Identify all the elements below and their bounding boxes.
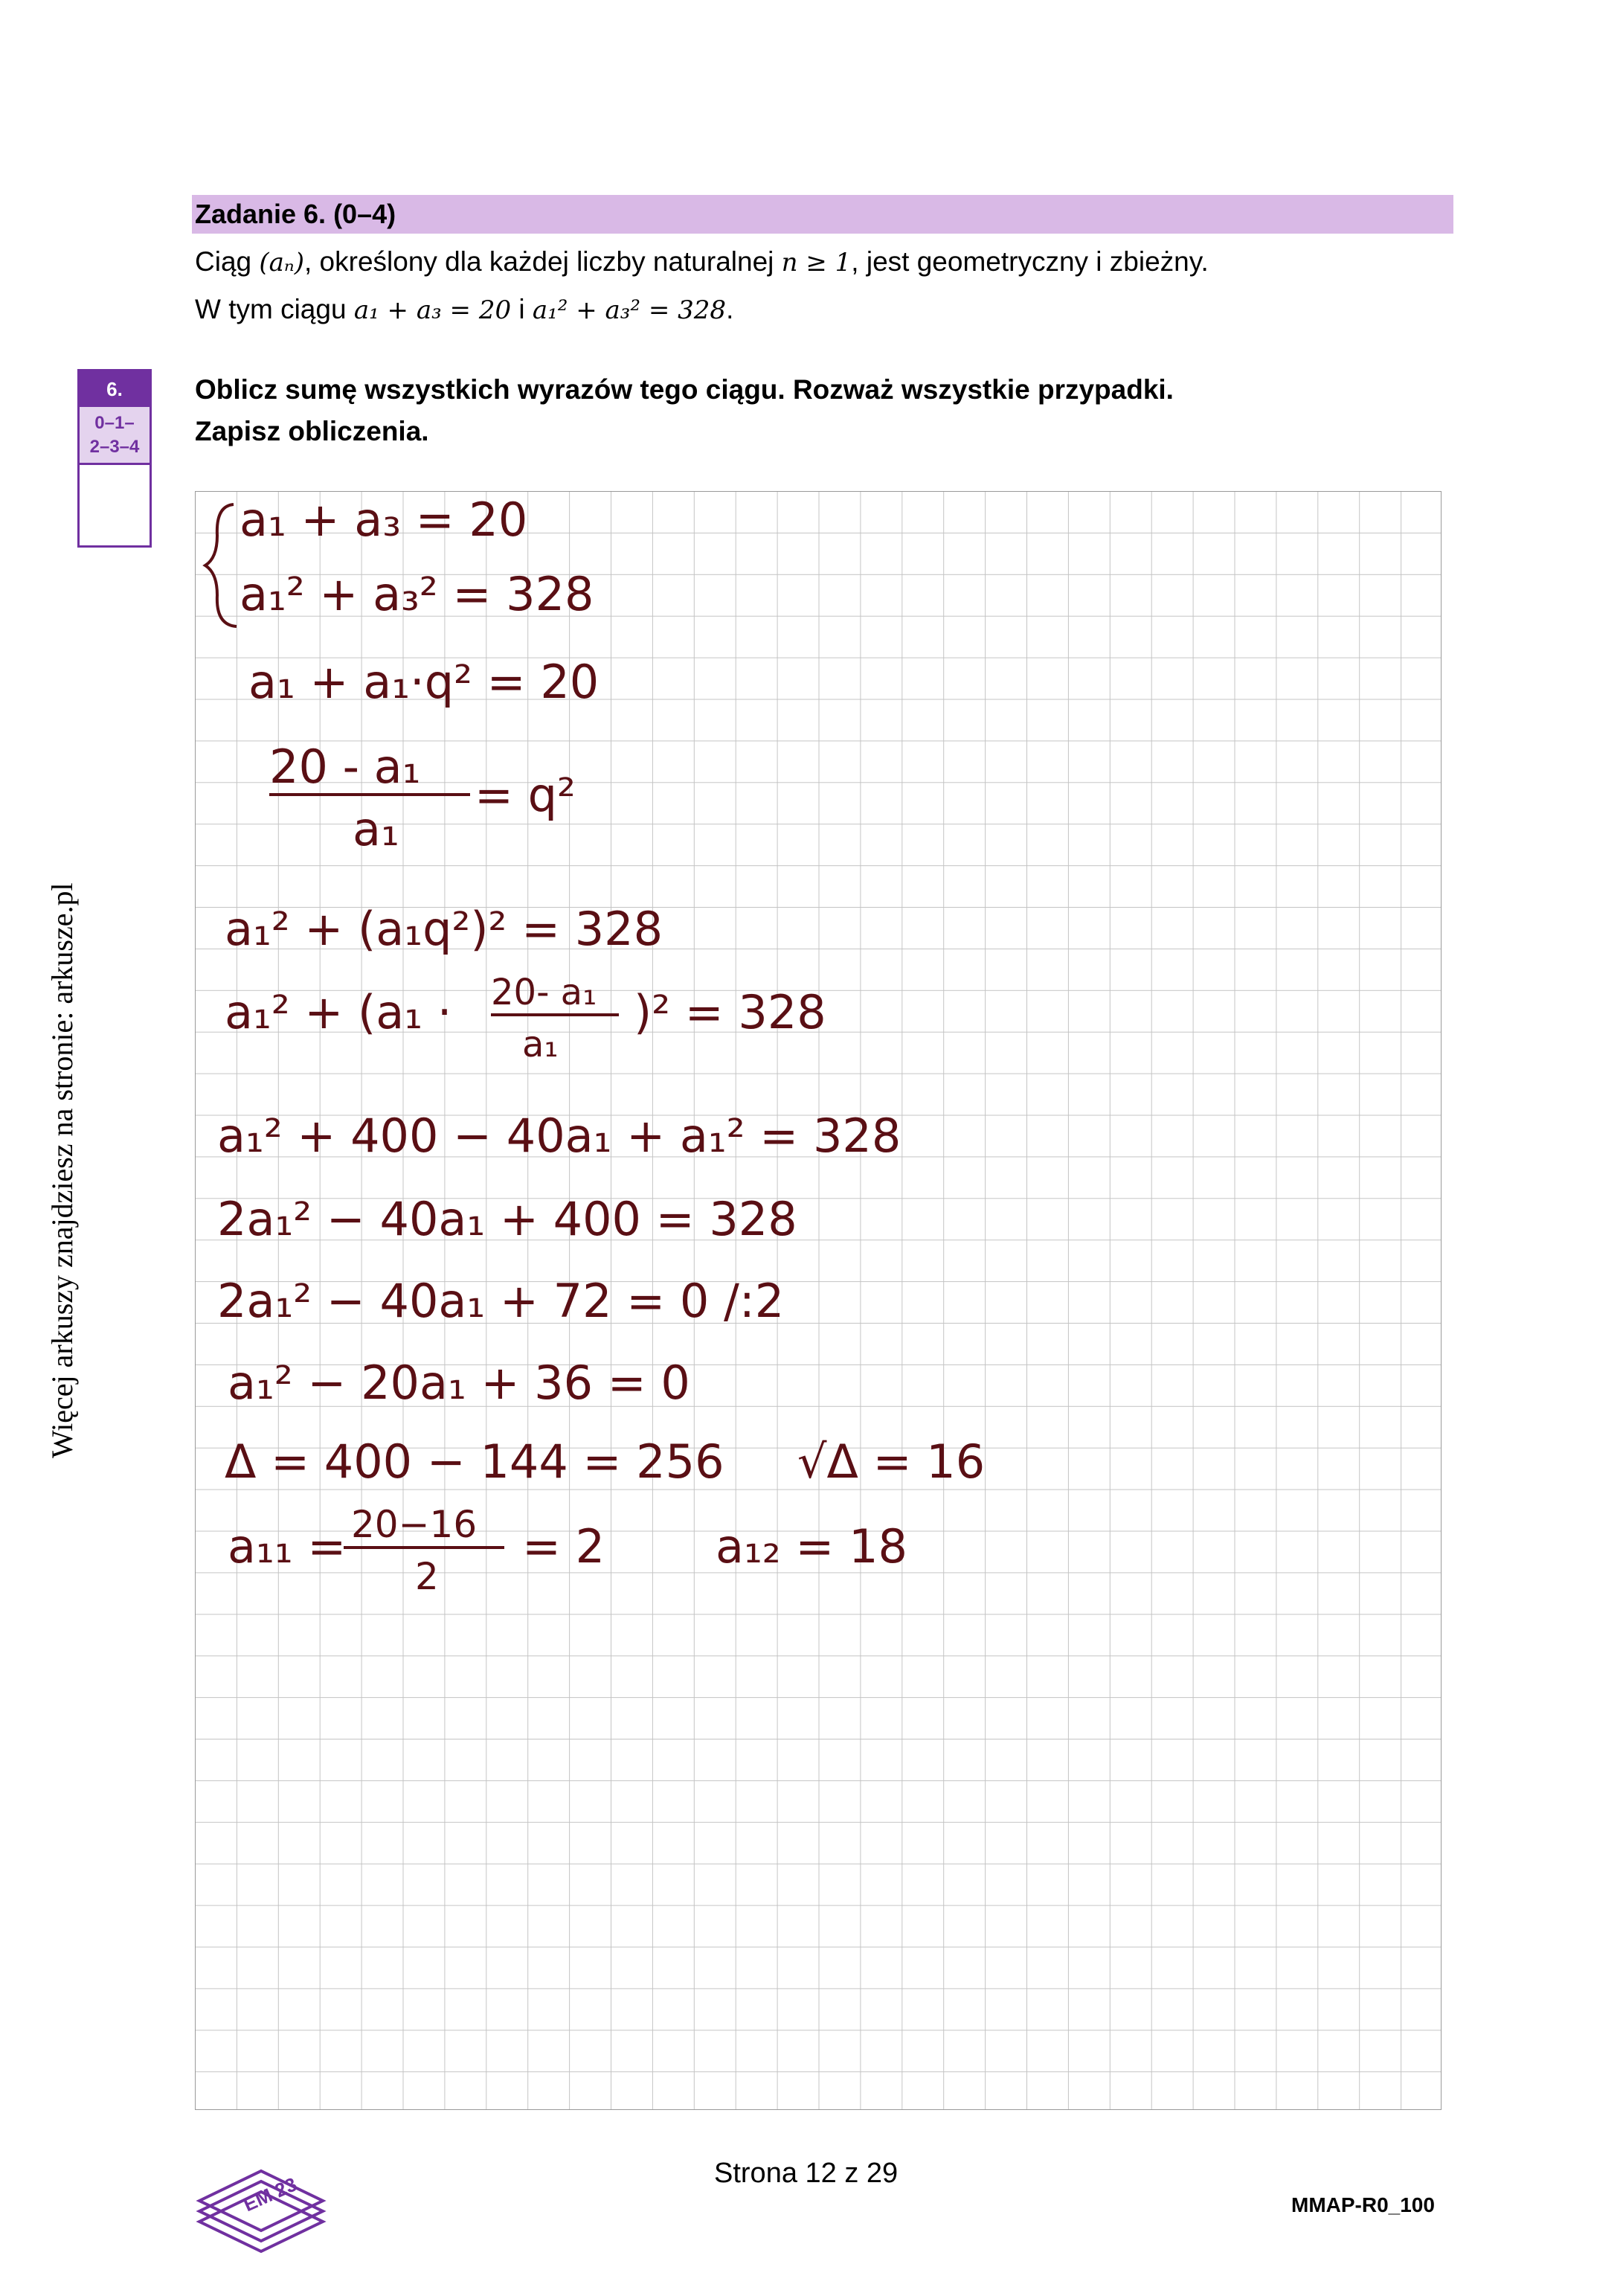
- hw-fraction-numerator: 20- a₁: [491, 972, 597, 1013]
- em-logo-icon: [195, 2156, 327, 2253]
- hw-fraction-denominator: a₁: [522, 1024, 559, 1065]
- hw-fraction-numerator: 20 - a₁: [269, 740, 421, 794]
- answer-grid[interactable]: [195, 491, 1442, 2110]
- hw-line: = 2: [522, 1519, 605, 1574]
- hw-line: a₁² + (a₁q²)² = 328: [225, 902, 663, 956]
- score-range-line-2: 2–3–4: [89, 437, 140, 457]
- hw-fraction-numerator: 20−16: [351, 1503, 478, 1546]
- score-task-number: 6.: [80, 371, 150, 407]
- hw-line: a₁ + a₃ = 20: [240, 493, 528, 547]
- score-range: [80, 407, 150, 465]
- hw-line: = q²: [475, 768, 576, 822]
- task-text: W tym ciągu: [195, 294, 354, 324]
- math-sequence: (aₙ): [259, 248, 304, 278]
- task-command-2: Zapisz obliczenia.: [195, 416, 429, 446]
- hw-line: a₁₁ =: [228, 1519, 347, 1574]
- hw-line: )² = 328: [634, 985, 826, 1039]
- logo-text: EM 23: [240, 2172, 301, 2216]
- page-number: Strona 12 z 29: [714, 2158, 899, 2189]
- hw-line: √Δ = 16: [797, 1434, 986, 1489]
- math-equation-1: a₁ + a₃ = 20: [353, 295, 512, 325]
- exam-code: MMAP-R0_100: [1291, 2193, 1435, 2216]
- task-text: .: [726, 294, 734, 324]
- hw-line: 2a₁² − 40a₁ + 72 = 0 /:2: [217, 1274, 785, 1328]
- task-statement-line-2: [195, 292, 733, 328]
- hw-line: a₁² + (a₁ ·: [225, 985, 452, 1039]
- hw-line: 2a₁² − 40a₁ + 400 = 328: [217, 1192, 797, 1246]
- score-box: [77, 369, 152, 548]
- task-header: Zadanie 6. (0–4): [192, 195, 1453, 234]
- hw-line: a₁² + a₃² = 328: [240, 567, 594, 621]
- task-statement-line-1: [195, 244, 1209, 280]
- hw-line: a₁² + 400 − 40a₁ + a₁² = 328: [217, 1109, 902, 1163]
- hw-line: a₁ + a₁·q² = 20: [248, 655, 600, 709]
- task-text: , jest geometryczny i zbieżny.: [851, 246, 1209, 277]
- hw-line: a₁² − 20a₁ + 36 = 0: [228, 1356, 690, 1410]
- task-command-1: Oblicz sumę wszystkich wyrazów tego ciągu. Rozważ wszystkie przypadki.: [195, 374, 1174, 405]
- task-text: i: [511, 294, 533, 324]
- hw-line: Δ = 400 − 144 = 256: [225, 1434, 724, 1489]
- hw-fraction-denominator: 2: [415, 1555, 439, 1598]
- score-range-line-1: 0–1–: [94, 413, 135, 433]
- side-watermark-text: Więcej arkuszy znajdziesz na stronie: arkusze.pl: [45, 882, 79, 1458]
- hw-line: a₁₂ = 18: [716, 1519, 907, 1574]
- task-text: , określony dla każdej liczby naturalnej: [303, 246, 782, 277]
- hw-fraction-denominator: a₁: [353, 802, 399, 856]
- math-equation-2: a₁² + a₃² = 328: [532, 295, 727, 325]
- task-text: Ciąg: [195, 246, 260, 277]
- math-condition: n ≥ 1: [781, 248, 852, 278]
